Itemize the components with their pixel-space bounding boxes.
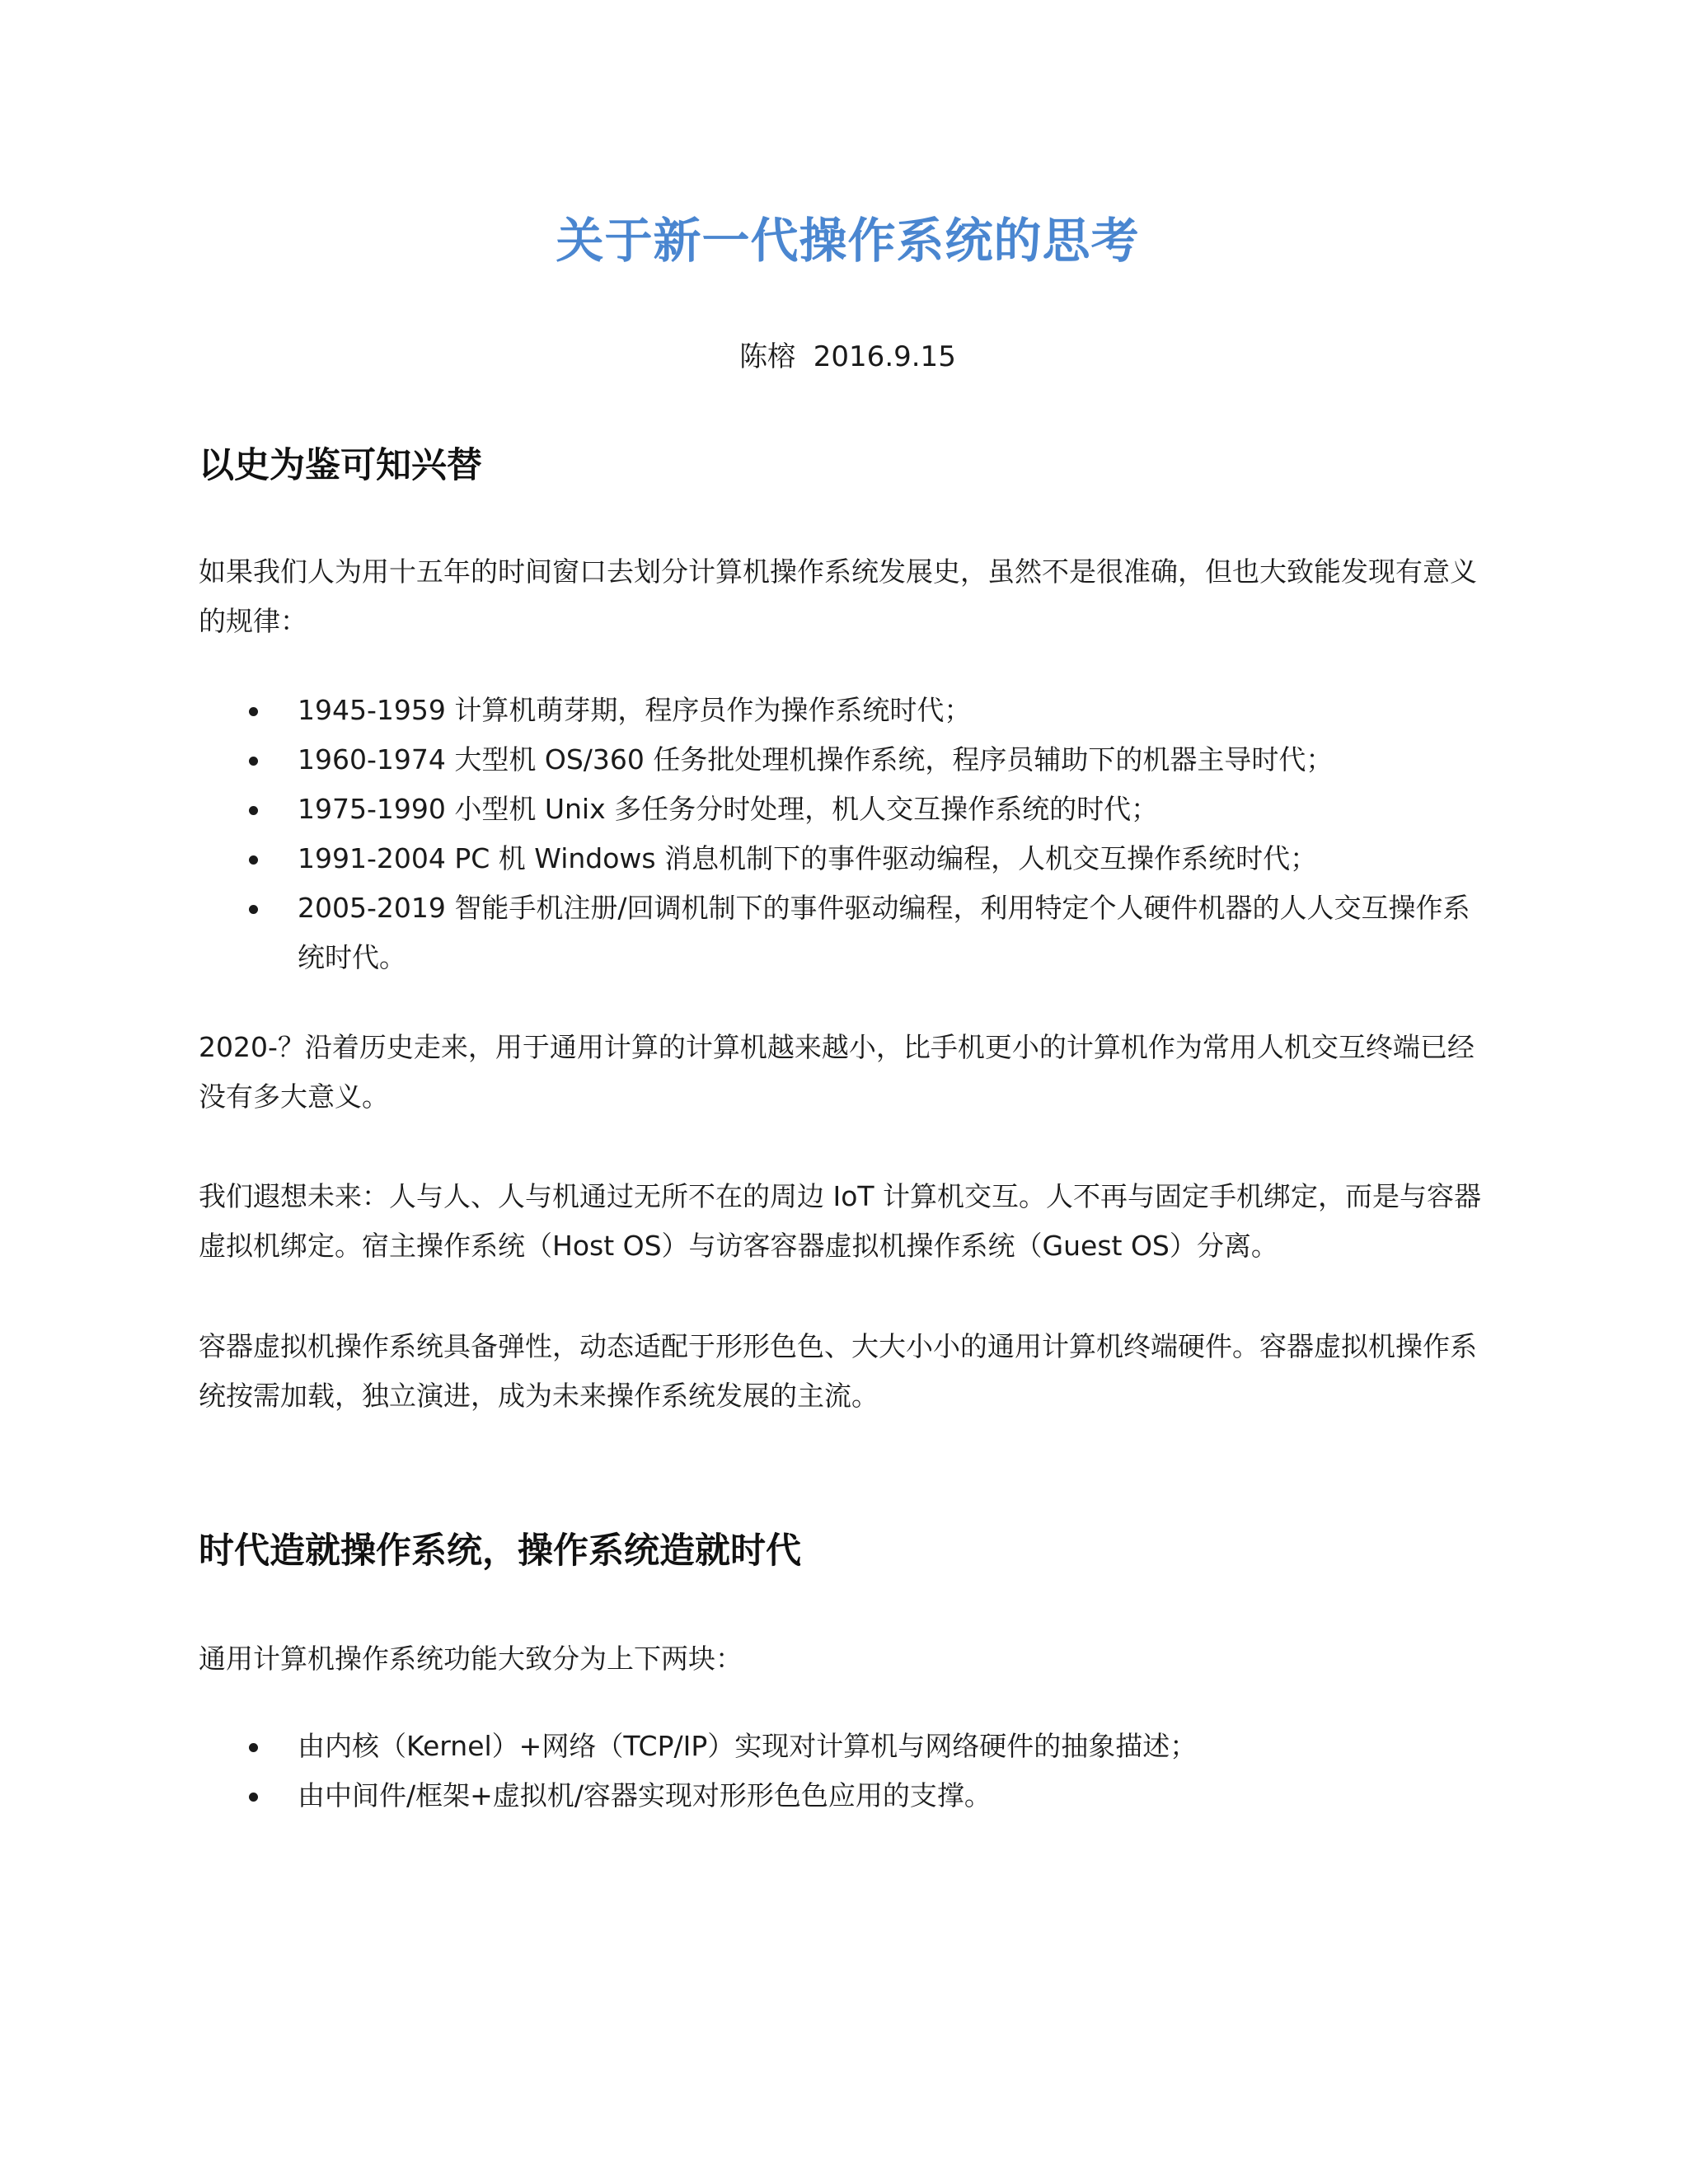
list-item bbox=[199, 686, 1497, 735]
bullet-dot-icon bbox=[249, 707, 258, 716]
list-item bbox=[199, 1771, 1497, 1821]
bullet-dot-icon bbox=[249, 855, 258, 865]
bullet-dot-icon bbox=[249, 1793, 258, 1802]
list-item bbox=[199, 735, 1497, 785]
section2-heading: 时代造就操作系统，操作系统造就时代 bbox=[199, 1530, 801, 1572]
list-item bbox=[199, 1722, 1497, 1771]
bullet-dot-icon bbox=[249, 1743, 258, 1752]
list-item-text: 1975-1990 小型机 Unix 多任务分时处理，机人交互操作系统的时代； bbox=[298, 793, 1159, 825]
list-item-text: 由内核（Kernel）+网络（TCP/IP）实现对计算机与网络硬件的抽象描述； bbox=[298, 1730, 1198, 1762]
list-item-text: 由中间件/框架+虚拟机/容器实现对形形色色应用的支撑。 bbox=[298, 1779, 992, 1811]
list-item bbox=[199, 834, 1497, 883]
section1-paragraph-2020: 2020-？沿着历史走来，用于通用计算的计算机越来越小，比手机更小的计算机作为常用人机交互终端已经没有多大意义。 bbox=[199, 1031, 1475, 1113]
section1-paragraph-future: 我们遐想未来：人与人、人与机通过无所不在的周边 IoT 计算机交互。人不再与固定手机绑定，而是与容器虚拟机绑定。宿主操作系统（Host OS）与访客容器虚拟机操作系统（Guest OS）分离。 bbox=[199, 1180, 1482, 1262]
author-date-line: 陈榕 2016.9.15 bbox=[739, 340, 956, 373]
document-title: 关于新一代操作系统的思考 bbox=[556, 213, 1140, 269]
list-item-text: 1945-1959 计算机萌芽期，程序员作为操作系统时代； bbox=[298, 694, 972, 726]
bullet-dot-icon bbox=[249, 757, 258, 766]
section2-intro-paragraph: 通用计算机操作系统功能大致分为上下两块： bbox=[199, 1643, 743, 1675]
list-item bbox=[199, 785, 1497, 834]
list-item-text: 1991-2004 PC 机 Windows 消息机制下的事件驱动编程，人机交互操作系统时代； bbox=[298, 842, 1318, 874]
bullet-dot-icon bbox=[249, 905, 258, 914]
section1-heading: 以史为鉴可知兴替 bbox=[199, 445, 482, 486]
section1-intro-paragraph: 如果我们人为用十五年的时间窗口去划分计算机操作系统发展史，虽然不是很准确，但也大致能发现有意义的规律： bbox=[199, 555, 1477, 637]
os-function-bullet-list bbox=[199, 1722, 1497, 1821]
list-item bbox=[199, 883, 1497, 982]
list-item-text: 2005-2019 智能手机注册/回调机制下的事件驱动编程，利用特定个人硬件机器的人人交互操作系统时代。 bbox=[298, 892, 1470, 973]
history-bullet-list bbox=[199, 686, 1497, 982]
section1-paragraph-container: 容器虚拟机操作系统具备弹性，动态适配于形形色色、大大小小的通用计算机终端硬件。容器虚拟机操作系统按需加载，独立演进，成为未来操作系统发展的主流。 bbox=[199, 1330, 1477, 1412]
bullet-dot-icon bbox=[249, 806, 258, 815]
list-item-text: 1960-1974 大型机 OS/360 任务批处理机操作系统，程序员辅助下的机器主导时代； bbox=[298, 743, 1334, 776]
